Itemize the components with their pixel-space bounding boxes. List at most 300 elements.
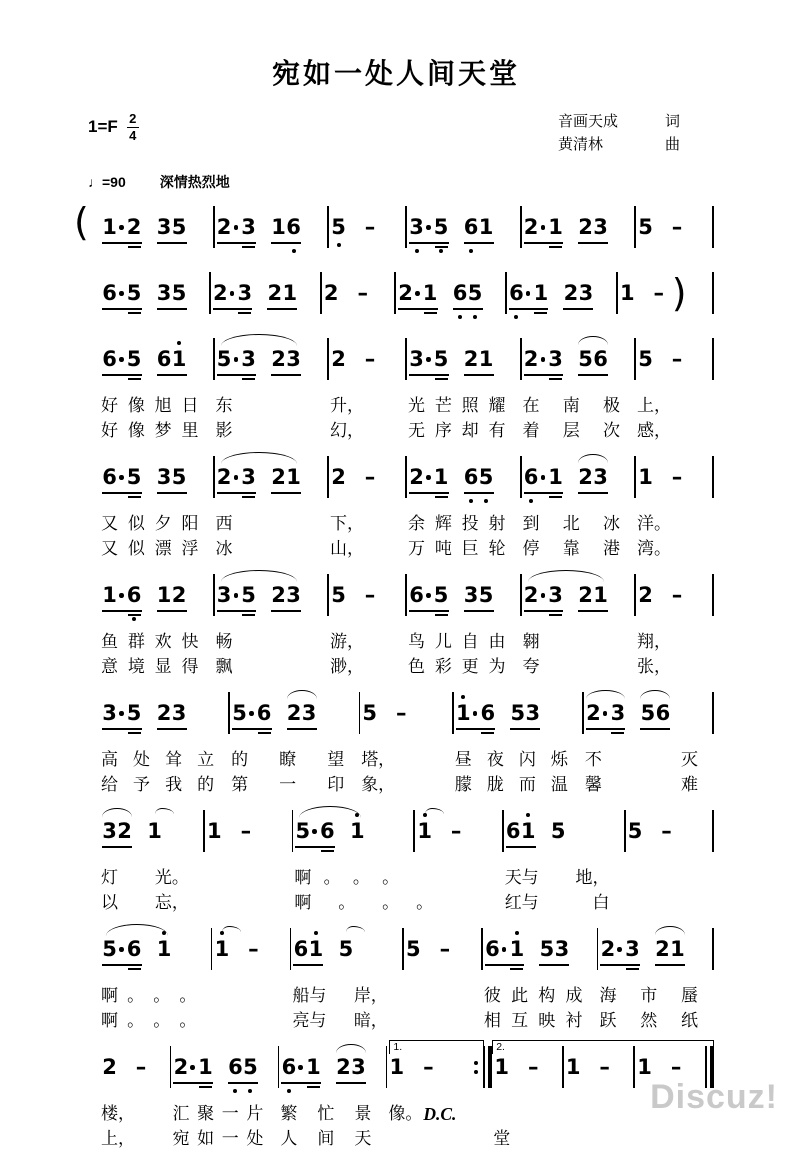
beam-group: [217, 465, 257, 489]
dash-note: –: [395, 701, 407, 725]
underline: [157, 610, 187, 612]
measure: [507, 266, 618, 328]
lyric-segment: 张，: [637, 657, 671, 676]
note: 5: [243, 1055, 258, 1079]
note-row: [329, 450, 407, 512]
lyric-cell: [329, 512, 407, 537]
underline: [578, 610, 608, 612]
note-row: [293, 804, 415, 866]
underline: [217, 610, 257, 612]
lyric-cell: [522, 630, 637, 655]
octave-dot-low: [469, 249, 473, 253]
lyric-segment: 成: [565, 986, 583, 1005]
dash-note: –: [671, 583, 683, 607]
lyric-segment: 到: [522, 514, 540, 533]
note: 5: [434, 583, 449, 607]
note-row: [387, 1040, 492, 1102]
octave-dot-low: [248, 1089, 252, 1093]
note: 5: [127, 465, 142, 489]
lyric-segment: 。: [127, 986, 145, 1005]
underline: [102, 492, 142, 494]
note-row: [360, 686, 454, 748]
lyric-segment: 红与: [504, 893, 539, 912]
beam-group: [464, 465, 494, 489]
lyric-cell: [483, 1009, 599, 1034]
underline: [409, 374, 449, 376]
note: 3: [286, 347, 301, 371]
beam-group-wrap: [102, 701, 187, 725]
score-line: [100, 568, 714, 680]
beam-group: [244, 937, 262, 961]
measure: [329, 200, 407, 262]
note: 2: [127, 215, 142, 239]
lyric-segment: 夸: [522, 657, 540, 676]
note: 2: [463, 347, 479, 371]
lyric-segment: 巨: [461, 539, 479, 558]
lyric-segment: 市: [640, 986, 658, 1005]
note: 2: [323, 281, 339, 305]
octave-dot-low: [233, 1089, 237, 1093]
beam-group: [217, 583, 257, 607]
augmentation-dot: [234, 593, 239, 598]
note-row: [636, 568, 714, 630]
lyric-segment: 我: [165, 775, 183, 794]
note: 1: [494, 1055, 509, 1079]
song-title: 宛如一处人间天堂: [271, 58, 520, 89]
note: 3: [237, 281, 252, 305]
lyric-segment: 亮与: [292, 1011, 327, 1030]
beam-group-wrap: [494, 1055, 542, 1079]
lyric-cell: [387, 1127, 492, 1152]
lyric-cell: [100, 394, 215, 419]
measure: [454, 686, 584, 798]
note: 2: [173, 1055, 189, 1079]
lyric-segment: 的: [197, 775, 215, 794]
lyric-segment: 境: [127, 657, 145, 676]
measure: [322, 266, 396, 328]
slur: [221, 334, 298, 346]
beam-group: [392, 701, 410, 725]
lyric-segment: 汇: [172, 1104, 190, 1123]
lyric-segment: 构: [538, 986, 556, 1005]
lyric-cell: [522, 537, 637, 562]
augmentation-dot: [119, 291, 124, 296]
beam-group-wrap: [409, 215, 494, 239]
underline: [485, 964, 525, 966]
note: 1: [434, 465, 449, 489]
lyric-segment: 而: [518, 775, 536, 794]
underline: [464, 374, 494, 376]
beam-group: [650, 281, 668, 305]
lyric-segment: 望: [327, 750, 345, 769]
score-line: [100, 804, 714, 916]
note-row: [100, 804, 205, 866]
beam-group-wrap: [637, 1055, 685, 1079]
note: 5: [434, 347, 449, 371]
beam-group: [102, 465, 142, 489]
lyric-segment: 又: [101, 539, 118, 558]
lyric-segment: 极: [603, 396, 620, 415]
lyric-cell: [360, 773, 454, 798]
beam-group: [157, 347, 187, 371]
watermark: Discuz!: [650, 1078, 778, 1116]
beam-group-wrap: [331, 215, 379, 239]
beam-group-wrap: [409, 347, 494, 371]
underline: [267, 308, 297, 310]
measure: [293, 804, 415, 916]
beam-group: [586, 701, 626, 725]
augmentation-dot: [190, 1065, 195, 1070]
barline: [712, 574, 714, 616]
lyric-segment: 。: [382, 893, 400, 912]
beam-group: [354, 281, 372, 305]
dash-note: –: [450, 819, 462, 843]
beam-group: [228, 1055, 258, 1079]
note-row: [598, 922, 714, 984]
underline: [409, 242, 449, 244]
underline: [228, 1082, 258, 1084]
augmentation-dot: [119, 947, 124, 952]
lyric-segment: 在: [522, 396, 540, 415]
note-row: [329, 332, 407, 394]
beam-group: [524, 583, 564, 607]
beam-group: [409, 465, 449, 489]
beam-group: [361, 347, 379, 371]
beam-group-wrap: [331, 347, 379, 371]
beam-group: [640, 701, 670, 725]
beam-group: [464, 347, 494, 371]
extra-underline: [549, 614, 562, 616]
extra-underline: [128, 732, 141, 734]
note: 3: [301, 701, 317, 725]
augmentation-dot: [119, 711, 124, 716]
lyric-segment: 飘: [215, 657, 233, 676]
beam-group: [287, 701, 317, 725]
note: 3: [156, 465, 172, 489]
octave-dot-low: [337, 243, 341, 247]
lyric-segment: 似: [127, 514, 145, 533]
underline: [524, 242, 564, 244]
dash-note: –: [364, 583, 376, 607]
underline: [217, 374, 257, 376]
note: 3: [171, 701, 187, 725]
lyric-segment: 彩: [434, 657, 452, 676]
lyric-segment: 。: [416, 893, 434, 912]
beam-group: [638, 465, 653, 489]
note: 2: [216, 215, 232, 239]
lyric-segment: 快: [181, 632, 199, 651]
lyric-segment: 人: [280, 1129, 298, 1148]
augmentation-dot: [119, 357, 124, 362]
note: 1: [509, 937, 524, 961]
lyric-segment: 啊: [294, 893, 312, 912]
augmentation-dot: [541, 357, 546, 362]
lyric-segment: 天: [354, 1129, 372, 1148]
underline: [578, 374, 608, 376]
beam-group: [409, 583, 449, 607]
lyric-segment: 停: [522, 539, 540, 558]
underline: [600, 964, 640, 966]
note: 1: [548, 465, 563, 489]
beam-group: [295, 819, 335, 843]
note: 3: [241, 215, 256, 239]
note: 1: [670, 937, 685, 961]
lyric-segment: 次: [603, 421, 620, 440]
note: 1: [282, 281, 298, 305]
lyric-segment: 衬: [565, 1011, 583, 1030]
lyric-segment: 上，: [101, 1129, 135, 1148]
lyric-cell: [212, 984, 291, 1009]
note-row: [322, 266, 396, 328]
extra-underline: [238, 312, 251, 314]
barline: [712, 810, 714, 852]
measure: [407, 450, 522, 562]
note: 2: [523, 215, 539, 239]
lyric-segment: 的: [231, 750, 249, 769]
beam-group-wrap: [217, 465, 302, 489]
note: 1: [423, 281, 438, 305]
beam-group: [638, 583, 653, 607]
lyric-segment: 夜: [486, 750, 504, 769]
note: 3: [102, 819, 117, 843]
score-line: [100, 686, 714, 798]
note: 2: [523, 583, 539, 607]
lyric-segment: 啊: [101, 986, 118, 1005]
underline: [102, 308, 142, 310]
lyric-cell: [230, 748, 360, 773]
note: 3: [409, 347, 424, 371]
octave-dot-high: [515, 931, 519, 935]
measure: [329, 568, 407, 680]
beam-group-wrap: [417, 819, 465, 843]
beam-group: [147, 819, 162, 843]
augmentation-dot: [541, 225, 546, 230]
note: 1: [207, 819, 222, 843]
note: 1: [308, 937, 323, 961]
beam-group: [409, 347, 449, 371]
note: 3: [525, 701, 541, 725]
beam-group: [324, 281, 339, 305]
augmentation-dot: [617, 947, 622, 952]
lyric-segment: 宛: [172, 1129, 190, 1148]
measure: [522, 568, 637, 680]
beam-group: [389, 1055, 404, 1079]
note: 2: [655, 937, 670, 961]
lyric-segment: 象，: [361, 775, 396, 794]
lyric-segment: 塔，: [361, 750, 396, 769]
augmentation-dot: [298, 1065, 303, 1070]
beam-group-wrap: [102, 583, 187, 607]
lyric-segment: 轮: [488, 539, 506, 558]
beam-group: [281, 1055, 321, 1079]
lyric-cell: [522, 394, 637, 419]
lyric-segment: 升，: [330, 396, 364, 415]
note: 5: [232, 701, 247, 725]
beam-group-wrap: [102, 215, 187, 239]
beam-group-wrap: [281, 1055, 366, 1079]
beam-group: [217, 215, 257, 239]
note: 5: [102, 937, 117, 961]
lyric-segment: 翱: [522, 632, 540, 651]
lyric-segment: 光: [408, 396, 425, 415]
note: 1: [548, 215, 563, 239]
note: 5: [510, 701, 526, 725]
note: 6: [453, 281, 468, 305]
composer-role: 曲: [664, 136, 680, 153]
underline: [293, 964, 323, 966]
measure: [100, 332, 215, 444]
note: 2: [171, 583, 187, 607]
extra-underline: [534, 312, 547, 314]
lyric-segment: 一: [221, 1104, 239, 1123]
lyric-cell: [100, 1127, 171, 1152]
extra-underline: [321, 850, 334, 852]
lyric-segment: 里: [181, 421, 199, 440]
lyric-segment: 欢: [154, 632, 172, 651]
octave-dot-low: [415, 249, 419, 253]
note: 6: [593, 347, 608, 371]
beam-group: [232, 701, 272, 725]
beam-group: [213, 281, 253, 305]
lyric-segment: 更: [461, 657, 479, 676]
lyric-cell: [483, 984, 599, 1009]
lyric-cell: [100, 512, 215, 537]
augmentation-dot: [119, 225, 124, 230]
octave-dot-low: [529, 499, 533, 503]
beam-group: [524, 1055, 542, 1079]
note-row: [407, 332, 522, 394]
note: 2: [638, 583, 653, 607]
lyric-cell: [329, 630, 407, 655]
beam-group-wrap: [389, 1055, 437, 1079]
augmentation-dot: [230, 291, 235, 296]
note: 6: [102, 281, 117, 305]
lyric-segment: 景: [354, 1104, 372, 1123]
note: 2: [271, 347, 286, 371]
lyric-segment: 又: [101, 514, 118, 533]
volta-label: 2.: [496, 1041, 505, 1053]
lyric-segment: 。: [153, 986, 171, 1005]
tempo-marking: ♩=90: [88, 174, 126, 190]
lyric-cell: [215, 537, 330, 562]
beam-group-wrap: [506, 819, 566, 843]
note: 1: [619, 281, 635, 305]
note: 1: [478, 215, 494, 239]
beam-group: [668, 583, 686, 607]
lyric-segment: 繁: [280, 1104, 298, 1123]
note: 5: [171, 215, 187, 239]
note-row: [407, 200, 522, 262]
lyric-cell: [100, 1009, 212, 1034]
note-row: [100, 1040, 171, 1102]
note: 1: [102, 215, 117, 239]
underline: [295, 846, 335, 848]
lyric-segment: 像。: [388, 1104, 423, 1123]
underline: [640, 728, 670, 730]
extra-underline: [242, 614, 255, 616]
measure: [211, 266, 322, 328]
lyric-segment: 东: [215, 396, 233, 415]
note: 5: [338, 937, 353, 961]
beam-group-wrap: [207, 819, 255, 843]
lyric-segment: 南: [562, 396, 580, 415]
extra-underline: [128, 614, 141, 616]
beam-group: [667, 1055, 685, 1079]
underline: [173, 1082, 213, 1084]
note: 5: [638, 215, 653, 239]
time-signature: [127, 112, 139, 143]
key-signature: [88, 112, 792, 143]
lyric-cell: [279, 1102, 387, 1127]
underline: [102, 964, 142, 966]
beam-group-wrap: [102, 281, 187, 305]
note: 6: [293, 937, 309, 961]
beam-group-wrap: [566, 1055, 614, 1079]
beam-group-wrap: [217, 215, 302, 239]
lyric-segment: 北: [562, 514, 580, 533]
dash-note: –: [653, 281, 665, 305]
note: 6: [320, 819, 335, 843]
beam-group: [217, 347, 257, 371]
lyric-segment: 为: [488, 657, 506, 676]
lyric-cell: [407, 655, 522, 680]
lyric-segment: 幻，: [330, 421, 364, 440]
lyric-cell: [329, 655, 407, 680]
score-line: [100, 332, 714, 444]
beam-group: [157, 281, 187, 305]
beam-group: [331, 465, 346, 489]
note: 3: [610, 701, 625, 725]
lyric-segment: 相: [483, 1011, 501, 1030]
note: 6: [485, 937, 500, 961]
lyric-segment: 给: [101, 775, 118, 794]
dash-note: –: [248, 937, 259, 961]
lyric-segment: 阳: [181, 514, 199, 533]
measure: [415, 804, 504, 916]
lyric-cell: [492, 1127, 563, 1152]
volta-bracket: [564, 1040, 635, 1054]
lyric-segment: 冰: [215, 539, 233, 558]
beam-group: [102, 819, 132, 843]
measure: [522, 200, 637, 262]
beam-group: [551, 819, 566, 843]
beam-group: [637, 1055, 652, 1079]
underline: [578, 242, 608, 244]
note: 6: [281, 1055, 296, 1079]
lyric-cell: [404, 984, 483, 1009]
note: 1: [637, 1055, 652, 1079]
note-row: [396, 266, 507, 328]
measure: [492, 1040, 563, 1152]
note-row: [291, 922, 403, 984]
note: 6: [102, 347, 117, 371]
note-row: [492, 1040, 563, 1102]
note: 1: [456, 701, 471, 725]
lyric-cell: [636, 512, 714, 537]
underline: [456, 728, 496, 730]
octave-dot-low: [132, 617, 136, 621]
lyric-cell: [415, 891, 504, 916]
lyric-segment: 彼: [483, 986, 501, 1005]
lyric-cell: [100, 866, 205, 891]
underline: [464, 492, 494, 494]
beam-group-wrap: [638, 215, 686, 239]
lyric-segment: 以: [101, 893, 118, 912]
beam-group-wrap: [102, 465, 187, 489]
tie: [155, 808, 174, 818]
lyric-cell: [522, 655, 637, 680]
measure: [522, 332, 637, 444]
